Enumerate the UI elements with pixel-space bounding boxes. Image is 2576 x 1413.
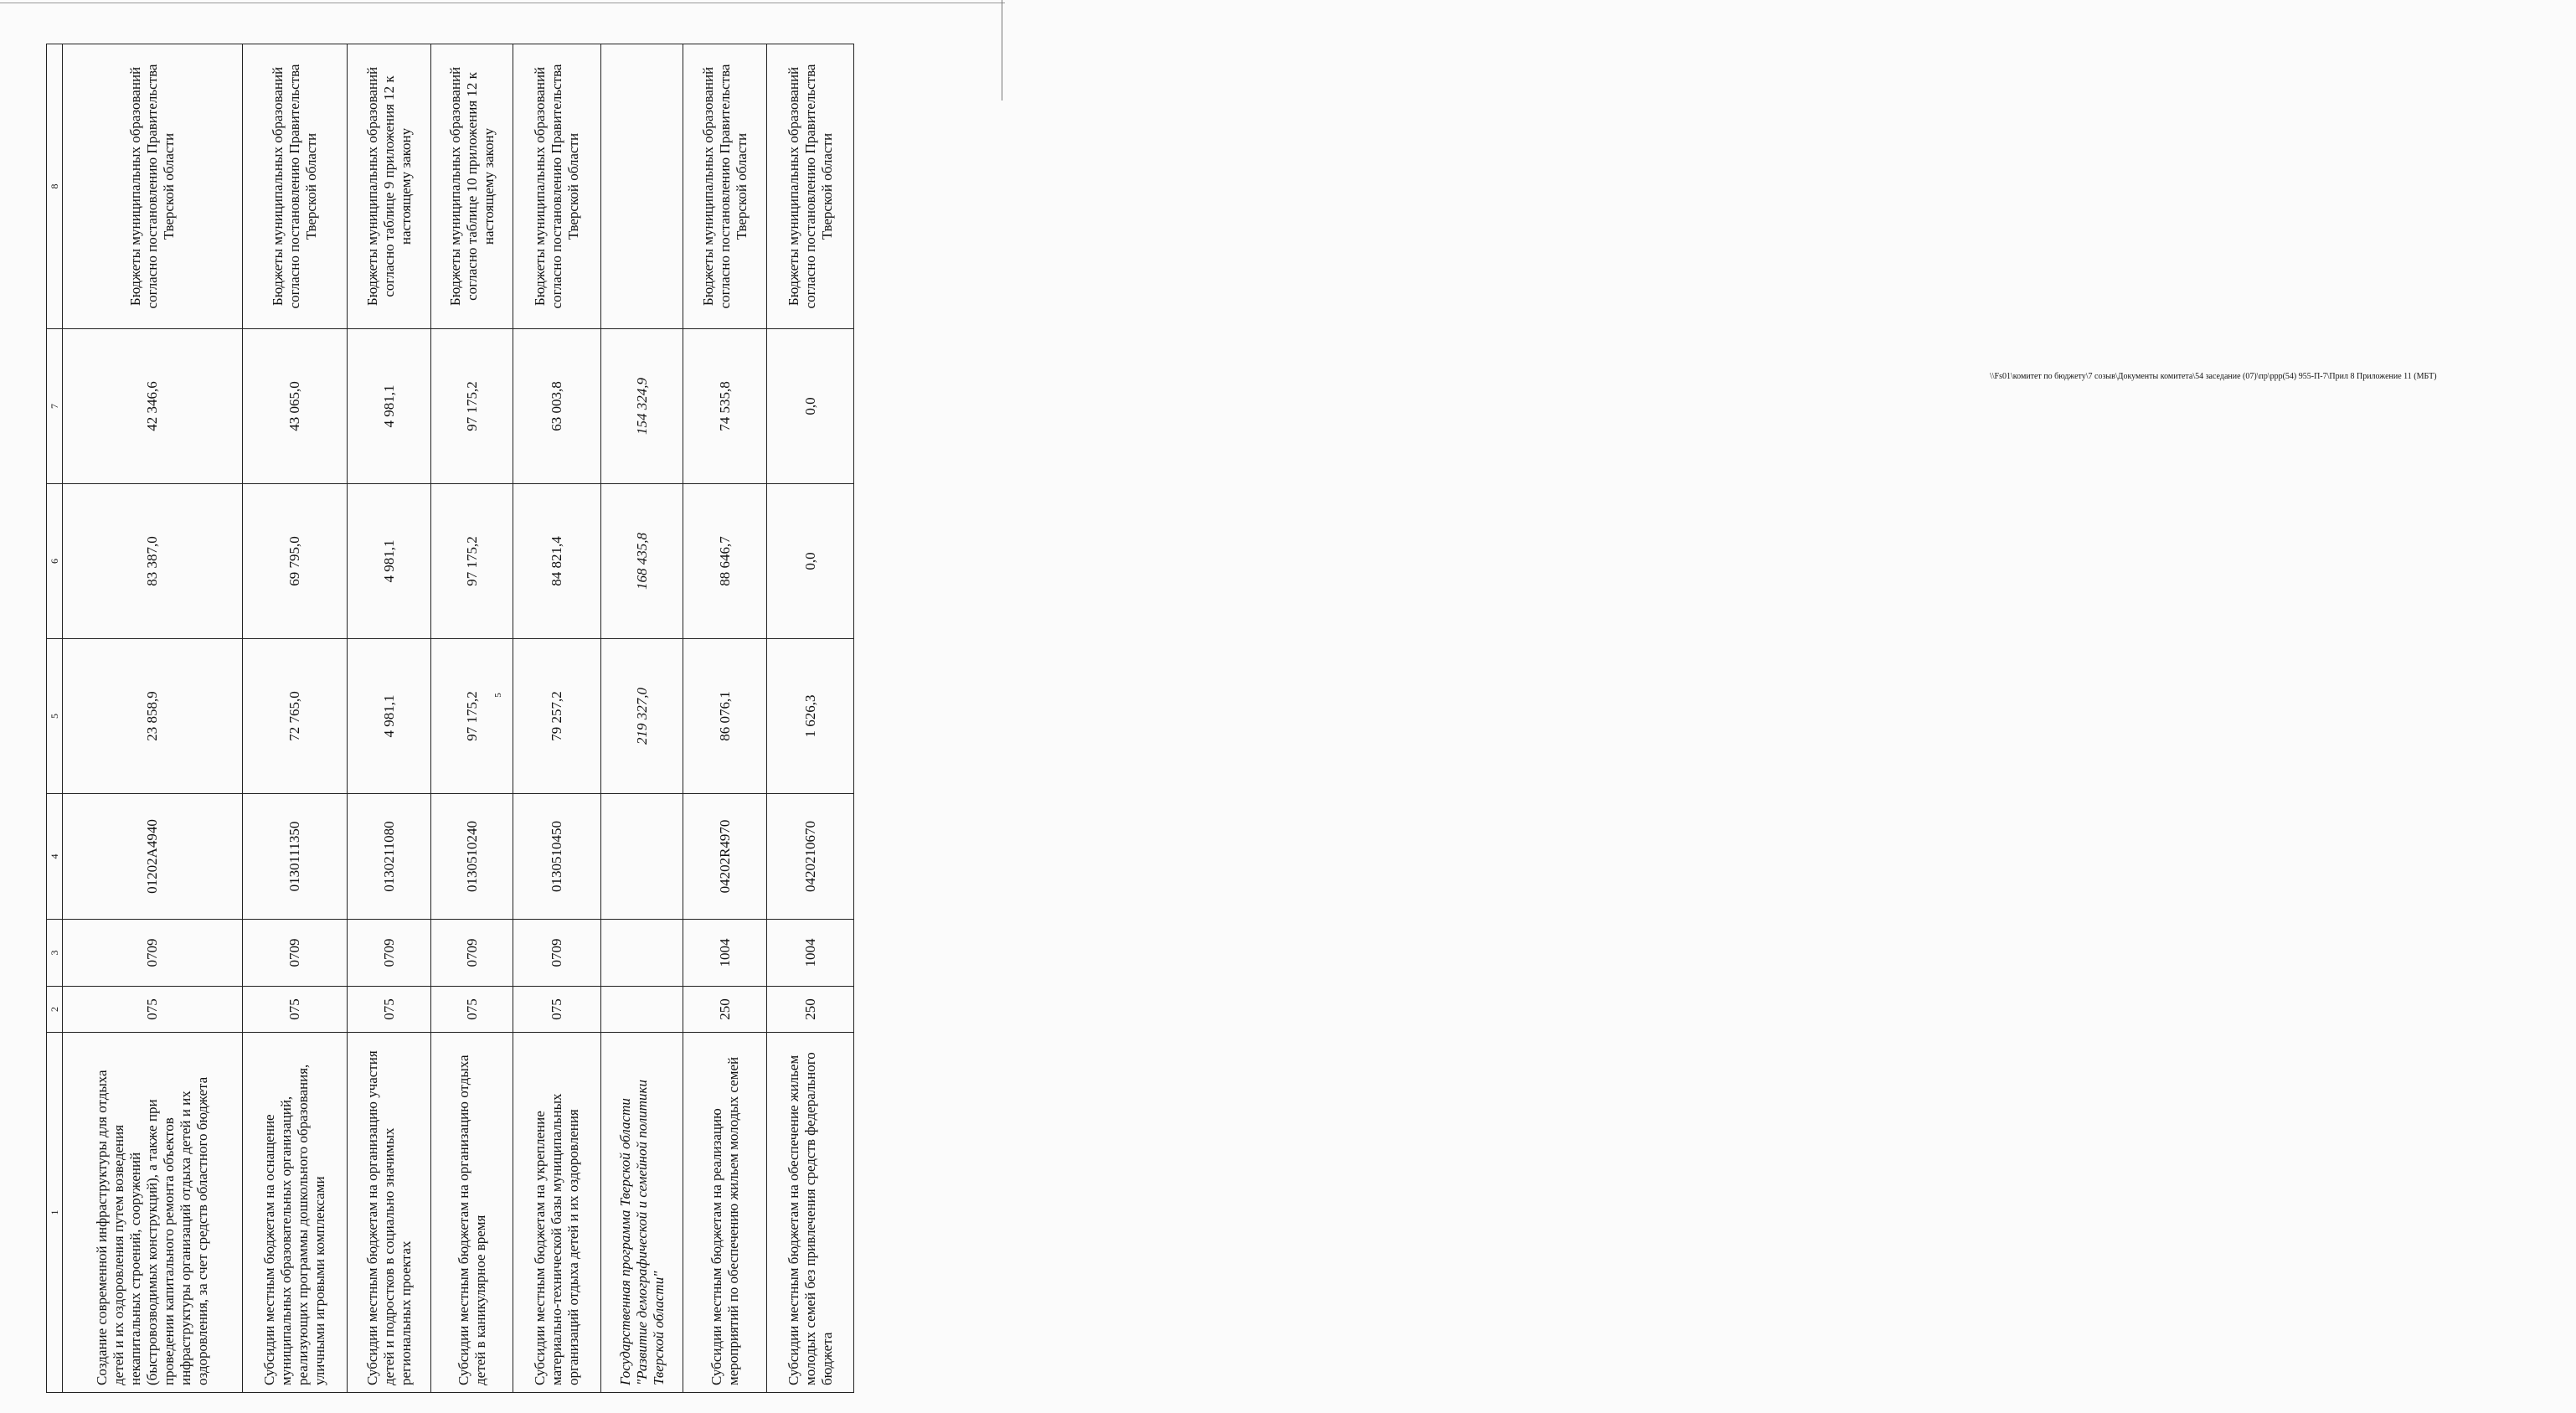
page-number: 5 [492, 693, 503, 698]
row-amount-3: 74 535,8 [683, 329, 767, 484]
header-col-7: 7 [47, 329, 63, 484]
row-code-section: 0709 [348, 920, 431, 987]
header-col-4: 4 [47, 794, 63, 920]
row-code-target: 0420210670 [767, 794, 854, 920]
row-name: Субсидии местным бюджетам на организацию участия детей и подростков в социально значимых региональных проектах [348, 1033, 431, 1393]
header-col-6: 6 [47, 484, 63, 639]
row-code-admin: 075 [513, 987, 601, 1033]
table-row [348, 44, 431, 1393]
row-recipient: Бюджеты муниципальных образований согласно постановлению Правительства Тверской области [683, 44, 767, 329]
header-col-5: 5 [47, 639, 63, 794]
table-row [683, 44, 767, 1393]
row-code-target: 0130111350 [243, 794, 348, 920]
row-amount-2: 0,0 [767, 484, 854, 639]
row-amount-3: 43 065,0 [243, 329, 348, 484]
row-amount-3: 42 346,6 [63, 329, 243, 484]
row-code-target: 0130510450 [513, 794, 601, 920]
row-code-admin: 075 [63, 987, 243, 1033]
row-code-target: 01202A4940 [63, 794, 243, 920]
header-row [47, 44, 63, 1393]
row-amount-1: 79 257,2 [513, 639, 601, 794]
row-recipient [601, 44, 683, 329]
row-amount-2: 168 435,8 [601, 484, 683, 639]
row-name: Субсидии местным бюджетам на оснащение муниципальных образовательных организаций, реализующих программы дошкольного образования, уличными игровыми комплексами [243, 1033, 348, 1393]
row-code-admin: 250 [767, 987, 854, 1033]
table-row [63, 44, 243, 1393]
row-amount-1: 1 626,3 [767, 639, 854, 794]
row-code-section: 0709 [431, 920, 513, 987]
row-code-target: 04202R4970 [683, 794, 767, 920]
row-code-admin: 075 [348, 987, 431, 1033]
header-col-8: 8 [47, 44, 63, 329]
table-row [513, 44, 601, 1393]
footer-path: \\Fs01\комитет по бюджету\7 созыв\Документы комитета\54 заседание (07)\пр\ррр(54) 955-П-7\Прил 8 Приложение 11 (МБТ) [1990, 372, 2437, 381]
row-code-admin: 075 [431, 987, 513, 1033]
row-amount-3: 0,0 [767, 329, 854, 484]
row-code-admin: 075 [243, 987, 348, 1033]
row-amount-2: 4 981,1 [348, 484, 431, 639]
row-recipient: Бюджеты муниципальных образований согласно постановлению Правительства Тверской области [513, 44, 601, 329]
row-amount-2: 83 387,0 [63, 484, 243, 639]
row-name: Субсидии местным бюджетам на реализацию мероприятий по обеспечению жильем молодых семей [683, 1033, 767, 1393]
row-amount-2: 84 821,4 [513, 484, 601, 639]
row-code-target: 0130510240 [431, 794, 513, 920]
budget-table [46, 44, 854, 1393]
row-code-section: 1004 [767, 920, 854, 987]
table-row [431, 44, 513, 1393]
header-col-3: 3 [47, 920, 63, 987]
table-row [601, 44, 683, 1393]
row-name: Создание современной инфраструктуры для отдыха детей и их оздоровления путем возведения некапитальных строений, сооружений (быстровозводимых конструкций), а также при проведении капитального ремонта объектов инфраструктуры организаций отдыха детей и их оздоровления, за счет средств областного бюджета [63, 1033, 243, 1393]
row-code-admin [601, 987, 683, 1033]
row-recipient: Бюджеты муниципальных образований согласно постановлению Правительства Тверской области [63, 44, 243, 329]
row-amount-3: 154 324,9 [601, 329, 683, 484]
row-name: Субсидии местным бюджетам на организацию отдыха детей в каникулярное время [431, 1033, 513, 1393]
rotated-page [46, 44, 1005, 1393]
row-recipient: Бюджеты муниципальных образований согласно таблице 9 приложения 12 к настоящему закону [348, 44, 431, 329]
row-amount-1: 72 765,0 [243, 639, 348, 794]
row-recipient: Бюджеты муниципальных образований согласно постановлению Правительства Тверской области [767, 44, 854, 329]
row-amount-1: 97 175,2 [431, 639, 513, 794]
row-code-section: 1004 [683, 920, 767, 987]
row-code-section: 0709 [243, 920, 348, 987]
row-code-section: 0709 [63, 920, 243, 987]
row-code-target [601, 794, 683, 920]
row-amount-2: 88 646,7 [683, 484, 767, 639]
row-amount-3: 4 981,1 [348, 329, 431, 484]
header-col-1: 1 [47, 1033, 63, 1393]
row-name: Субсидии местным бюджетам на укрепление материально-технической базы муниципальных организаций отдыха детей и их оздоровления [513, 1033, 601, 1393]
row-amount-3: 97 175,2 [431, 329, 513, 484]
row-code-section: 0709 [513, 920, 601, 987]
row-amount-1: 86 076,1 [683, 639, 767, 794]
row-code-target: 0130211080 [348, 794, 431, 920]
row-amount-1: 23 858,9 [63, 639, 243, 794]
row-amount-1: 4 981,1 [348, 639, 431, 794]
row-code-section [601, 920, 683, 987]
table-row [767, 44, 854, 1393]
row-amount-3: 63 003,8 [513, 329, 601, 484]
row-code-admin: 250 [683, 987, 767, 1033]
table-row [243, 44, 348, 1393]
header-col-2: 2 [47, 987, 63, 1033]
row-name: Государственная программа Тверской области "Развитие демографической и семейной политики Тверской области" [601, 1033, 683, 1393]
row-amount-1: 219 327,0 [601, 639, 683, 794]
row-amount-2: 97 175,2 [431, 484, 513, 639]
row-recipient: Бюджеты муниципальных образований согласно постановлению Правительства Тверской области [243, 44, 348, 329]
row-recipient: Бюджеты муниципальных образований согласно таблице 10 приложения 12 к настоящему закону [431, 44, 513, 329]
row-amount-2: 69 795,0 [243, 484, 348, 639]
row-name: Субсидии местным бюджетам на обеспечение жильем молодых семей без привлечения средств федерального бюджета [767, 1033, 854, 1393]
